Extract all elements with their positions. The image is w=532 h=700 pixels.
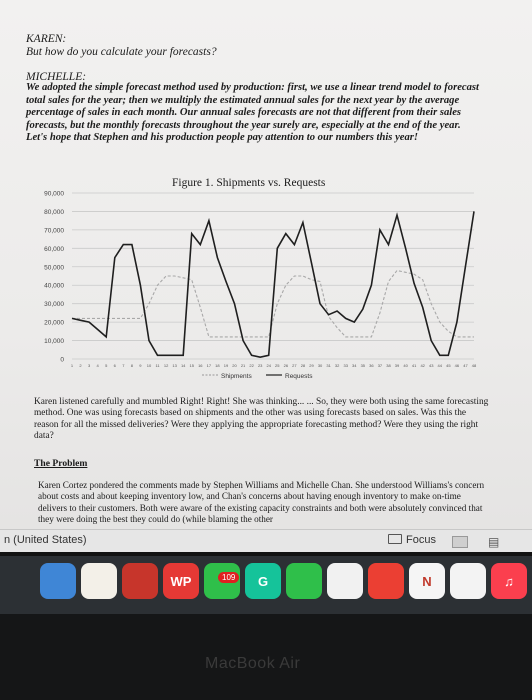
wps-app-icon[interactable]: WP [163,563,199,599]
karen-thinking-paragraph: Karen listened carefully and mumbled Right! Right! She was thinking... ... So, they were both using the same forecasting method. One was using forecasts based on shipments and the other was using forecasts based on sales. Was this the reason for all the missed deliveries? Were they applying the appropriate forecasting method? Were they using the right data? [34,397,489,442]
x-tick-label: 45 [446,363,451,368]
legend-label: Shipments [221,373,252,380]
x-tick-label: 40 [403,363,408,368]
x-tick-label: 24 [266,363,271,368]
facetime-app-icon[interactable] [286,563,322,599]
y-tick-label: 70,000 [44,227,64,235]
x-tick-label: 25 [275,363,280,368]
print-layout-icon[interactable]: ▤ [488,535,500,549]
x-tick-label: 43 [429,363,434,368]
x-tick-label: 41 [411,363,417,368]
x-tick-label: 4 [96,363,99,368]
x-tick-label: 31 [326,363,331,368]
x-tick-label: 37 [377,363,383,368]
x-tick-label: 18 [215,363,220,368]
word-status-bar [0,529,532,552]
x-tick-label: 27 [292,363,297,368]
x-tick-label: 6 [113,363,116,368]
focus-label: Focus [406,534,436,546]
x-tick-label: 39 [394,363,400,368]
michelle-paragraph: We adopted the simple forecast method used by production: first, we use a linear trend model to forecast total sales for the year; then we multiply the estimated annual sales for the next year by the average percentage of sales in each month. Our annual sales forecasts are not that different from their sales forecasts, but the monthly forecasts throughout the year surely are, especially at the end of the year. Let's hope that Stephen and his production people pay attention to our numbers this year! [26,82,479,144]
legend-label: Requests [285,373,313,380]
x-tick-label: 36 [369,363,374,368]
numbers-app-icon[interactable] [327,563,363,599]
y-tick-label: 80,000 [44,208,64,216]
language-indicator[interactable]: n (United States) [4,534,87,546]
music-app-icon[interactable]: ♫ [491,563,527,599]
x-tick-label: 20 [232,363,237,368]
y-tick-label: 60,000 [44,245,64,253]
x-tick-label: 3 [87,363,91,368]
x-tick-label: 8 [130,363,133,368]
y-tick-label: 20,000 [44,319,64,327]
creative-cloud-app-icon[interactable] [368,563,404,599]
x-tick-label: 11 [155,363,160,368]
y-tick-label: 50,000 [44,264,64,272]
x-tick-label: 33 [343,363,348,368]
karen-question: But how do you calculate your forecasts? [26,46,217,58]
x-tick-label: 26 [283,363,289,368]
y-tick-label: 40,000 [44,282,64,290]
x-tick-label: 28 [300,363,306,368]
series-line-requests [72,211,474,357]
grammarly-app-icon[interactable]: G [245,563,281,599]
y-tick-label: 90,000 [44,190,64,198]
y-tick-label: 10,000 [44,338,64,346]
x-tick-label: 38 [386,363,391,368]
focus-mode-button[interactable] [388,534,436,546]
x-tick-label: 30 [317,363,323,368]
x-tick-label: 9 [139,363,142,368]
x-tick-label: 14 [180,363,186,368]
x-tick-label: 7 [122,363,125,368]
line-chart [26,187,486,392]
x-tick-label: 19 [223,363,229,368]
y-tick-label: 0 [60,356,64,364]
x-tick-label: 32 [334,363,340,368]
problem-paragraph: Karen Cortez pondered the comments made by Stephen Williams and Michelle Chan. She understood Williams's concern about costs and about keeping inventory low, and Chan's concerns about having enough inventory to make on-time delivers to their customers. Both were aware of the existing capacity constraints and both were absolutely convinced that they were doing the best they could do (while blaming the other [38,480,485,524]
x-tick-label: 47 [463,363,468,368]
x-tick-label: 48 [471,363,477,368]
x-tick-label: 23 [257,363,263,368]
karen-speaker-label: KAREN: [26,33,67,45]
roulette-app-icon[interactable] [122,563,158,599]
focus-icon [388,534,402,544]
x-tick-label: 16 [198,363,203,368]
read-mode-icon[interactable] [452,536,468,548]
messages-badge: 109 [218,572,239,583]
x-tick-label: 46 [454,363,460,368]
michelle-speaker-label: MICHELLE: [26,71,87,83]
chart-title: Figure 1. Shipments vs. Requests [172,177,326,189]
device-brand-label: MacBook Air [205,655,301,672]
x-tick-label: 22 [249,363,254,368]
x-tick-label: 10 [146,363,152,368]
x-tick-label: 35 [360,363,366,368]
x-tick-label: 34 [352,363,357,368]
x-tick-label: 15 [189,363,194,368]
photos-app-icon[interactable] [81,563,117,599]
x-tick-label: 17 [206,363,212,368]
x-tick-label: 1 [70,363,74,368]
y-tick-label: 30,000 [44,301,64,309]
x-tick-label: 29 [309,363,314,368]
x-tick-label: 21 [240,363,246,368]
x-tick-label: 2 [79,363,82,368]
x-tick-label: 44 [437,363,443,368]
x-tick-label: 42 [420,363,425,368]
x-tick-label: 5 [105,363,108,368]
chrome-app-icon[interactable] [450,563,486,599]
x-tick-label: 12 [163,363,169,368]
x-tick-label: 13 [172,363,177,368]
netflix-app-icon[interactable]: N [409,563,445,599]
maps-app-icon[interactable] [40,563,76,599]
section-heading-problem: The Problem [34,458,88,469]
